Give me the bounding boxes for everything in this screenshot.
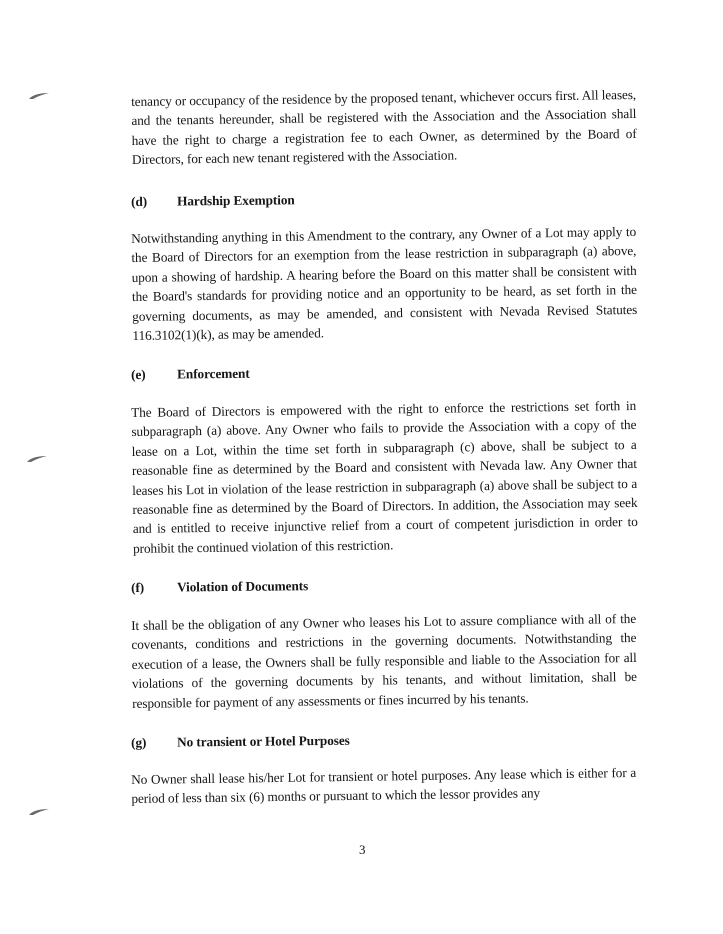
section-mark: (e) bbox=[131, 367, 146, 383]
section-title: Hardship Exemption bbox=[177, 191, 295, 209]
section-mark: (g) bbox=[131, 734, 147, 750]
section-title: Enforcement bbox=[177, 366, 250, 382]
document-body bbox=[131, 86, 638, 809]
scan-mark bbox=[26, 455, 48, 463]
section-heading-f bbox=[131, 573, 636, 598]
section-mark: (f) bbox=[131, 579, 145, 596]
scan-mark bbox=[28, 808, 50, 816]
section-paragraph: It shall be the obligation of any Owner who leases his Lot to assure compliance with all of the covenants, conditions and restrictions in the governing documents. Notwithstanding the execution of a lease, the Owners shall be fully responsible and liable to the Association for all violations of the governing documents by his tenants, and without limitation, shall be responsible for payment of any assessments or fines incurred by his tenants. bbox=[131, 610, 638, 711]
section-paragraph: The Board of Directors is empowered with the right to enforce the restrictions set forth in subparagraph (a) above. Any Owner who fails to provide the Association with a copy of the lease on a Lot, within the time set forth in subparagraph (c) above, shall be subject to a reasonable fine as determined by the Board and consistent with Nevada law. Any Owner that leases his Lot in violation of the lease restriction in subparagraph (a) above shall be subject to a reasonable fine as determined by the Board of Directors. In addition, the Association may seek and is entitled to receive injunctive relief from a court of competent jurisdiction in order to prohibit the continued violation of this restriction. bbox=[131, 397, 638, 556]
section-title: Violation of Documents bbox=[177, 578, 309, 595]
section-paragraph: No Owner shall lease his/her Lot for transient or hotel purposes. Any lease which is either for a period of less than six (6) months or pursuant to which the lessor provides any bbox=[131, 764, 637, 807]
section-mark: (d) bbox=[131, 193, 148, 209]
page-number: 3 bbox=[359, 842, 366, 857]
scan-mark bbox=[28, 92, 50, 100]
section-heading-e bbox=[131, 360, 636, 385]
section-paragraph: Notwithstanding anything in this Amendment to the contrary, any Owner of a Lot may apply to the Board of Directors for an exemption from the lease restriction in subparagraph (a) above, upon a showing of hardship. A hearing before the Board on this matter shall be consistent with the Board's standards for providing notice and an opportunity to be heard, as set forth in the governing documents, as may be amended, and consistent with Nevada Revised Statutes 116.3102(1)(k), as may be amended. bbox=[131, 223, 638, 344]
section-title: No transient or Hotel Purposes bbox=[177, 732, 350, 750]
section-paragraph: tenancy or occupancy of the residence by the proposed tenant, whichever occurs first. All leases, and the tenants hereunder, shall be registered with the Association and the Association shall have the right to charge a registration fee to each Owner, as determined by the Board of Directors, for each new tenant registered with the Association. bbox=[131, 86, 637, 168]
